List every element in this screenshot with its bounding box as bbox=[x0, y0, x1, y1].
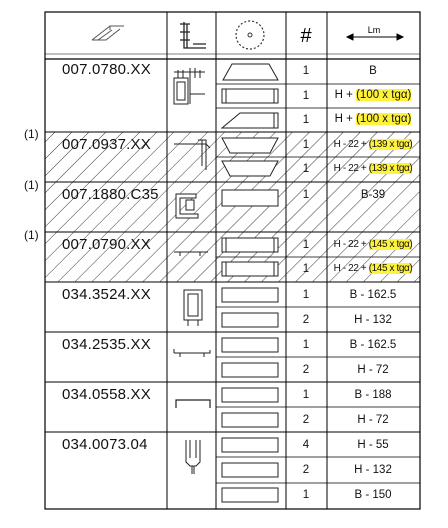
section-icon bbox=[180, 22, 206, 48]
profile-icon bbox=[92, 26, 124, 40]
cut-formula: H - 22 + (139 x tgα) bbox=[333, 139, 413, 150]
cut-shape-row8 bbox=[222, 438, 278, 502]
cut-qty: 1 bbox=[302, 489, 310, 501]
cut-formula: H - 72 bbox=[357, 414, 389, 426]
cut-formula: H - 72 bbox=[357, 364, 389, 376]
cut-qty: 2 bbox=[302, 464, 310, 476]
cut-formula: H - 132 bbox=[354, 464, 392, 476]
row-note: (1) bbox=[24, 178, 39, 192]
cut-formula: H + (100 x tgα) bbox=[334, 89, 412, 101]
section-drawing-034-0558 bbox=[176, 400, 210, 408]
cut-qty: 1 bbox=[302, 263, 310, 275]
cut-shape-row7 bbox=[222, 388, 278, 427]
cut-formula: H + (100 x tgα) bbox=[334, 113, 412, 125]
article-code: 034.0558.XX bbox=[62, 386, 151, 403]
cut-qty: 1 bbox=[302, 139, 310, 151]
count-header: # bbox=[300, 25, 312, 47]
cut-formula: B - 188 bbox=[354, 389, 392, 401]
cut-qty: 2 bbox=[302, 314, 310, 326]
cut-formula: H - 22 + (145 x tgα) bbox=[333, 239, 413, 250]
row-note: (1) bbox=[24, 228, 39, 242]
cut-qty: 1 bbox=[302, 389, 310, 401]
cut-qty: 1 bbox=[302, 239, 310, 251]
cut-formula: H - 22 + (139 x tgα) bbox=[333, 163, 413, 174]
cut-formula: B bbox=[369, 65, 377, 77]
cut-qty: 1 bbox=[302, 163, 310, 175]
article-code: 007.0790.XX bbox=[62, 236, 151, 253]
cut-qty: 1 bbox=[302, 189, 310, 201]
cut-shape-row6 bbox=[222, 338, 278, 377]
cut-qty: 2 bbox=[302, 364, 310, 376]
section-drawing-034-3524 bbox=[184, 290, 202, 326]
cut-formula: B - 162.5 bbox=[349, 339, 397, 351]
cut-qty: 1 bbox=[302, 339, 310, 351]
cut-formula: H - 132 bbox=[354, 314, 392, 326]
section-drawing-034-2535 bbox=[174, 349, 210, 357]
saw-blade-icon bbox=[236, 21, 264, 49]
cut-qty: 1 bbox=[302, 114, 310, 126]
cut-formula: B - 150 bbox=[354, 489, 392, 501]
article-code: 007.1880.C35 bbox=[62, 186, 159, 203]
cut-formula: H - 55 bbox=[357, 439, 389, 451]
cut-shape-row1 bbox=[222, 64, 278, 128]
length-header-label: Lm bbox=[367, 25, 381, 35]
row-note: (1) bbox=[24, 127, 39, 141]
cut-formula: B - 162.5 bbox=[349, 289, 397, 301]
cut-formula: B-39 bbox=[360, 189, 386, 201]
article-code: 007.0937.XX bbox=[62, 136, 151, 153]
cut-qty: 1 bbox=[302, 65, 310, 77]
cut-qty: 4 bbox=[302, 439, 310, 451]
cut-formula: H - 22 + (145 x tgα) bbox=[333, 263, 413, 274]
cut-shape-row3 bbox=[222, 190, 278, 206]
article-code: 007.0780.XX bbox=[62, 61, 151, 78]
section-drawing-034-0073 bbox=[186, 440, 200, 474]
cut-qty: 1 bbox=[302, 90, 310, 102]
cut-qty: 2 bbox=[302, 414, 310, 426]
article-code: 034.2535.XX bbox=[62, 336, 151, 353]
cut-qty: 1 bbox=[302, 289, 310, 301]
article-code: 034.0073.04 bbox=[62, 436, 148, 453]
cut-shape-row5 bbox=[222, 288, 278, 327]
article-code: 034.3524.XX bbox=[62, 286, 151, 303]
section-drawing-007-0780 bbox=[174, 68, 205, 104]
